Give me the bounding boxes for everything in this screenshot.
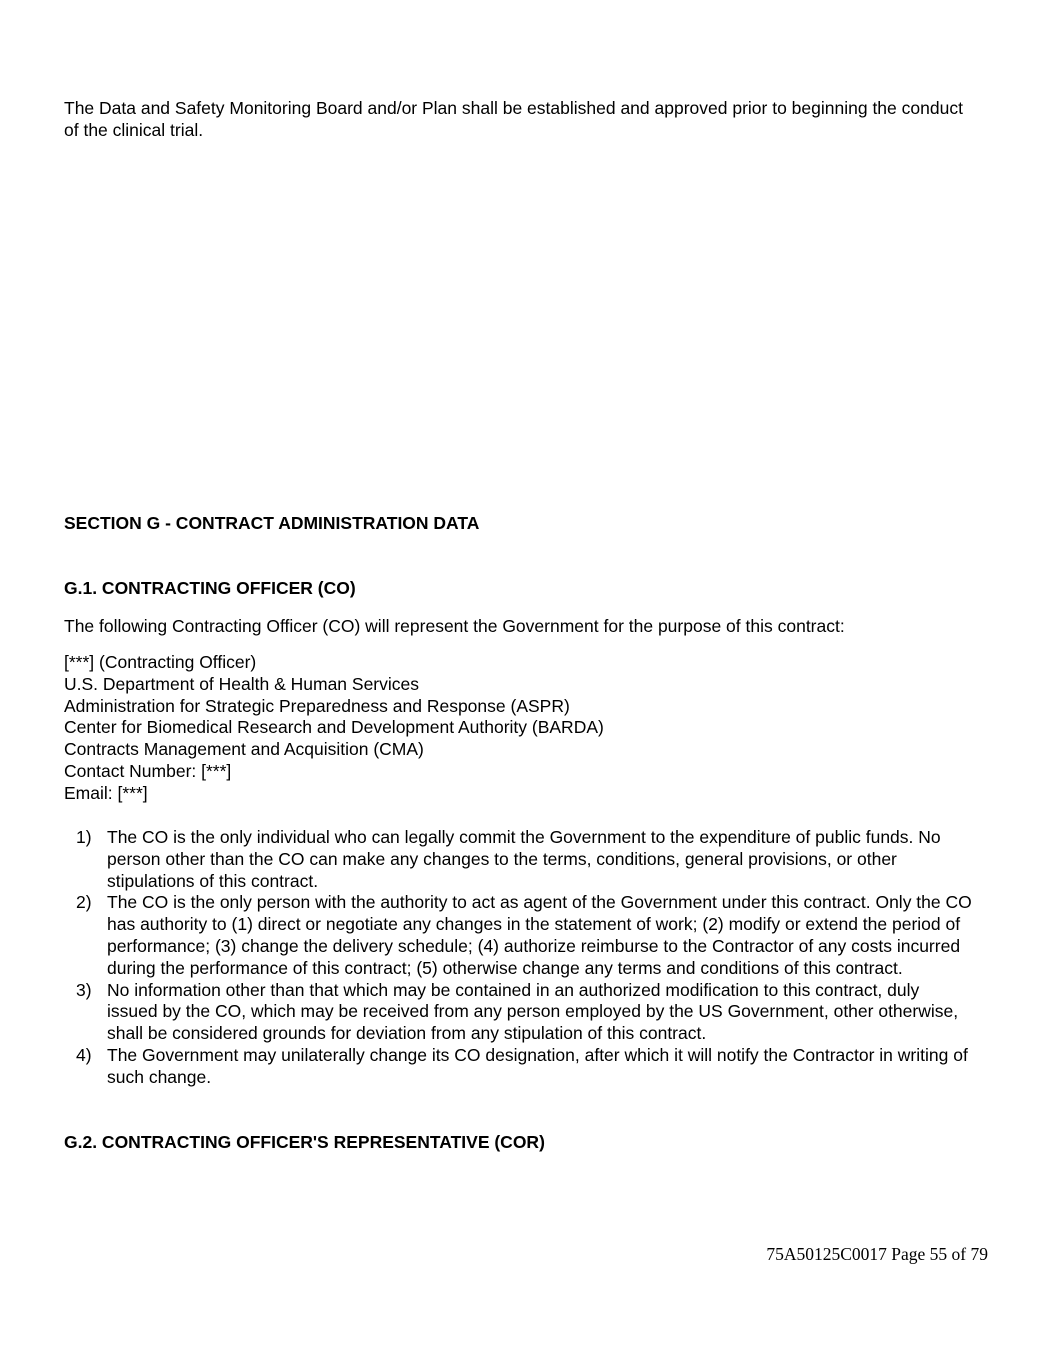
address-line: Center for Biomedical Research and Development Authority (BARDA) [64, 717, 604, 738]
list-item [64, 1045, 974, 1089]
list-item-text: No information other than that which may be contained in an authorized modification to this contract, duly issued by the CO, which may be received from any person employed by the US Government, other otherwise, shall be considered grounds for deviation from any stipulation of this contract. [107, 979, 959, 1044]
address-line: Contact Number: [***] [64, 760, 232, 781]
address-line: [***] (Contracting Officer) [64, 652, 257, 672]
list-item [64, 980, 974, 1045]
g2-heading: G.2. CONTRACTING OFFICER'S REPRESENTATIVE (COR) [64, 1132, 545, 1152]
section-heading: SECTION G - CONTRACT ADMINISTRATION DATA [64, 513, 480, 533]
g1-intro-paragraph: The following Contracting Officer (CO) will represent the Government for the purpose of this contract: [64, 616, 845, 636]
address-line: Contracts Management and Acquisition (CMA) [64, 739, 424, 760]
contracting-officer-address [64, 652, 974, 805]
co-authority-list [64, 827, 974, 1089]
list-item-number: 2) [76, 892, 92, 913]
list-item-text: The Government may unilaterally change its CO designation, after which it will notify the Contractor in writing of such change. [107, 1044, 968, 1087]
address-line: U.S. Department of Health & Human Services [64, 673, 420, 694]
list-item-number: 1) [76, 827, 92, 847]
list-item-number: 4) [76, 1044, 92, 1065]
page-footer: 75A50125C0017 Page 55 of 79 [766, 1244, 988, 1264]
intro-paragraph: The Data and Safety Monitoring Board and/or Plan shall be established and approved prior to beginning the conduct of the clinical trial. [64, 98, 963, 140]
list-item [64, 827, 974, 892]
list-item-text: The CO is the only individual who can legally commit the Government to the expenditure of public funds. No person other than the CO can make any changes to the terms, conditions, general provisions, or other stipulations of this contract. [107, 827, 941, 891]
address-line: Administration for Strategic Preparedness and Response (ASPR) [64, 695, 570, 716]
address-line: Email: [***] [64, 782, 148, 803]
list-item [64, 892, 974, 979]
g1-heading: G.1. CONTRACTING OFFICER (CO) [64, 578, 356, 598]
list-item-number: 3) [76, 979, 92, 1000]
list-item-text: The CO is the only person with the authority to act as agent of the Government under this contract. Only the CO has authority to (1) direct or negotiate any changes in the statement of work; (2) modify or extend the period of performance; (3) change the delivery schedule; (4) authorize reimburse to the Contractor of any costs incurred during the performance of this contract; (5) otherwise change any terms and conditions of this contract. [107, 892, 972, 978]
